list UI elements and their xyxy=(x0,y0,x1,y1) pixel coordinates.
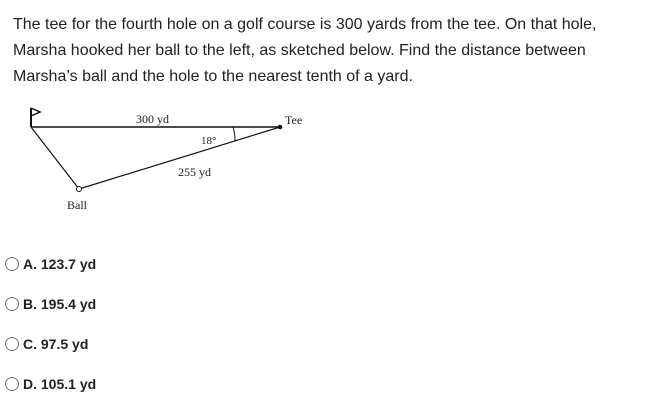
tee-label: Tee xyxy=(285,113,303,127)
radio-option-c[interactable] xyxy=(5,337,19,351)
option-a-label: A. 123.7 yd xyxy=(23,256,97,272)
radio-option-a[interactable] xyxy=(5,257,19,271)
hole-to-ball-line xyxy=(31,127,79,189)
flag-icon xyxy=(31,108,40,116)
option-c-label: C. 97.5 yd xyxy=(23,336,89,352)
radio-option-d[interactable] xyxy=(5,377,19,391)
distance-label-255: 255 yd xyxy=(178,165,211,179)
golf-diagram xyxy=(0,98,330,218)
angle-label: 18° xyxy=(201,135,217,147)
option-d-label: D. 105.1 yd xyxy=(23,376,97,392)
option-b-label: B. 195.4 yd xyxy=(23,296,97,312)
option-a[interactable] xyxy=(5,254,96,274)
tee-to-ball-line xyxy=(79,127,280,189)
option-b[interactable] xyxy=(5,294,96,314)
distance-label-300: 300 yd xyxy=(136,112,169,126)
ball-marker xyxy=(77,187,82,192)
ball-label: Ball xyxy=(67,198,87,212)
radio-option-b[interactable] xyxy=(5,297,19,311)
question-text: The tee for the fourth hole on a golf course is 300 yards from the tee. On that hole, Marsha hooked her ball to the left, as sketched below. Find the distance between Marsha’s ball and the hole to the nearest tenth of a yard. xyxy=(13,16,597,85)
angle-arc xyxy=(233,127,235,142)
option-c[interactable] xyxy=(5,334,88,354)
tee-marker xyxy=(278,125,283,130)
option-d[interactable] xyxy=(5,374,96,394)
